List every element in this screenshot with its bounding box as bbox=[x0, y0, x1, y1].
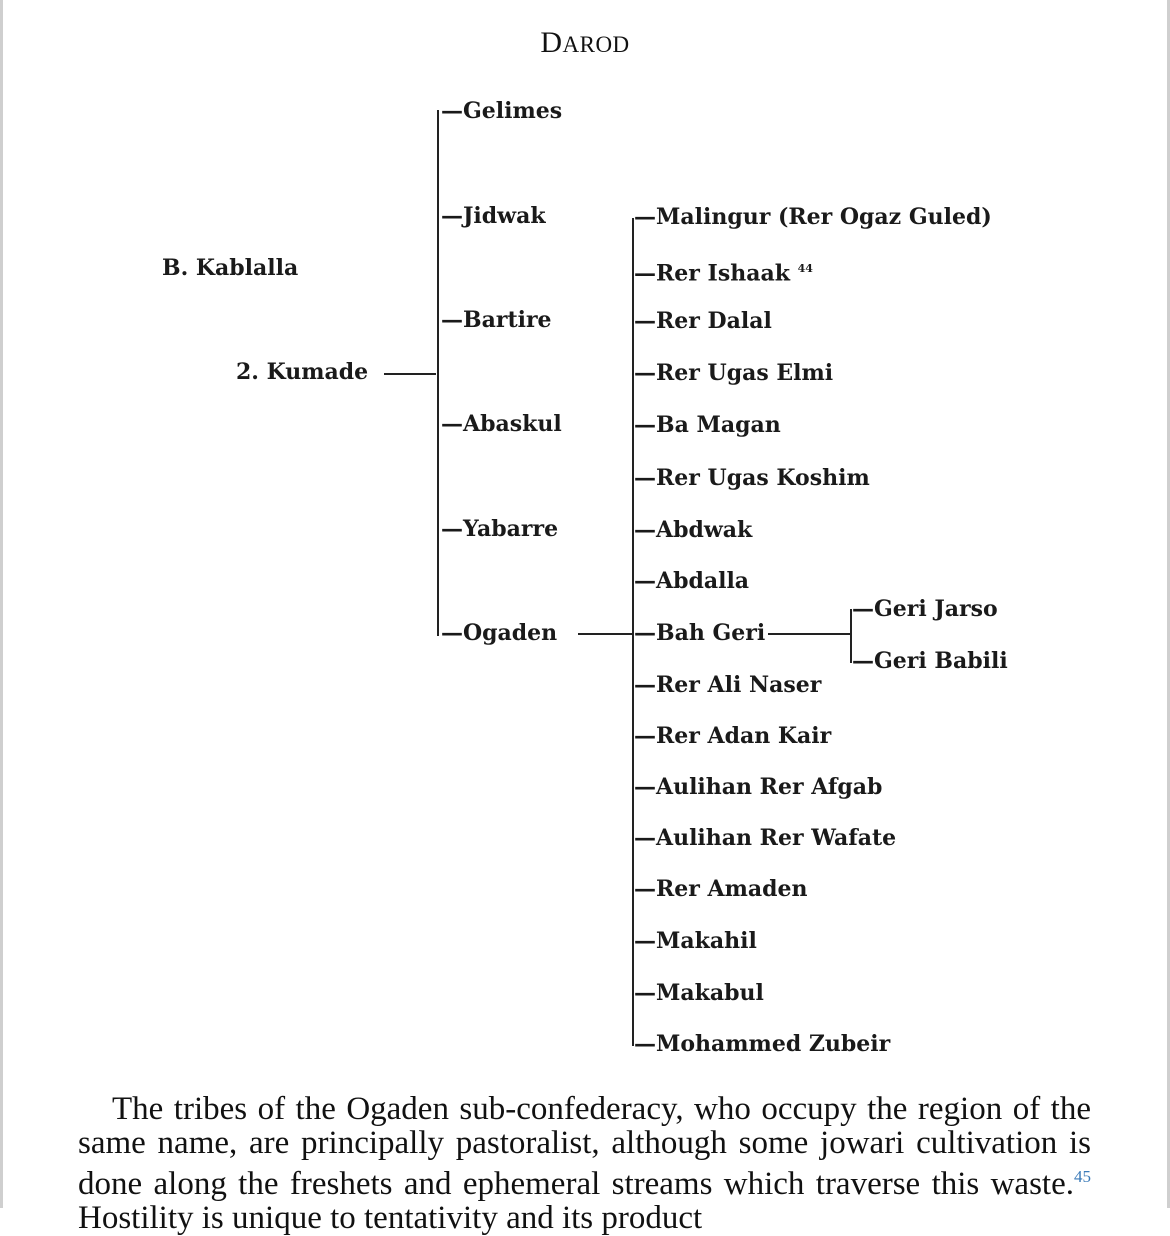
tree-node-rer-ishaak: —Rer Ishaak $^{44}$ bbox=[634, 260, 813, 287]
tree-node-rer-amaden: —Rer Amaden bbox=[634, 876, 808, 902]
footnote-marker: 44 bbox=[797, 262, 813, 275]
tree-node-abaskul: —Abaskul bbox=[441, 411, 562, 437]
tree-node-kumade: 2. Kumade bbox=[236, 359, 369, 385]
tree-node-bartire: —Bartire bbox=[441, 307, 552, 333]
tree-node-jidwak: —Jidwak bbox=[441, 203, 546, 229]
tree-node-rer-ugas-elmi: —Rer Ugas Elmi bbox=[634, 360, 834, 386]
page-title: DAROD bbox=[540, 26, 630, 59]
tree-node-makabul: —Makabul bbox=[634, 980, 764, 1006]
tree-node-bah-geri: —Bah Geri bbox=[634, 620, 766, 646]
paragraph-continuation: Hostility is unique to tentativity and its product bbox=[78, 1200, 703, 1236]
tree-node-abdwak: —Abdwak bbox=[634, 517, 753, 543]
footnote-link[interactable]: 45 bbox=[1074, 1167, 1091, 1186]
connector-ogaden bbox=[578, 633, 632, 635]
tree-node-aulihan-rer-wafate: —Aulihan Rer Wafate bbox=[634, 825, 897, 851]
tree-node-ba-magan: —Ba Magan bbox=[634, 412, 781, 438]
paragraph-text: The tribes of the Ogaden sub-confederacy, who occupy the region of the same name, are principally pastoralist, although some jowari cultivation is done along the freshets and ephemeral streams which traverse this waste. bbox=[78, 1091, 1091, 1202]
tree-node-gelimes: —Gelimes bbox=[441, 98, 563, 124]
connector-bah-geri bbox=[768, 633, 850, 635]
tree-node-rer-ugas-koshim: —Rer Ugas Koshim bbox=[634, 465, 870, 491]
tree-node-makahil: —Makahil bbox=[634, 928, 757, 954]
tree-node-rer-ali-naser: —Rer Ali Naser bbox=[634, 672, 822, 698]
tree-node-yabarre: —Yabarre bbox=[441, 516, 559, 542]
tree-node-mohammed-zubeir: —Mohammed Zubeir bbox=[634, 1031, 891, 1057]
tree-node-geri-jarso: —Geri Jarso bbox=[852, 596, 998, 622]
tree-node-geri-babili: —Geri Babili bbox=[852, 648, 1008, 674]
tree-node-kablalla: B. Kablalla bbox=[162, 255, 299, 281]
tree-node-malingur: —Malingur (Rer Ogaz Guled) bbox=[634, 204, 992, 230]
bracket-level1 bbox=[437, 110, 439, 636]
tree-node-ogaden: —Ogaden bbox=[441, 620, 558, 646]
tree-node-aulihan-rer-afgab: —Aulihan Rer Afgab bbox=[634, 774, 883, 800]
tree-node-abdalla: —Abdalla bbox=[634, 568, 750, 594]
connector-kumade bbox=[384, 373, 436, 375]
tree-node-rer-adan-kair: —Rer Adan Kair bbox=[634, 723, 832, 749]
tree-node-rer-dalal: —Rer Dalal bbox=[634, 308, 772, 334]
body-paragraph bbox=[78, 1092, 1091, 1235]
page-border-left bbox=[0, 0, 3, 1208]
